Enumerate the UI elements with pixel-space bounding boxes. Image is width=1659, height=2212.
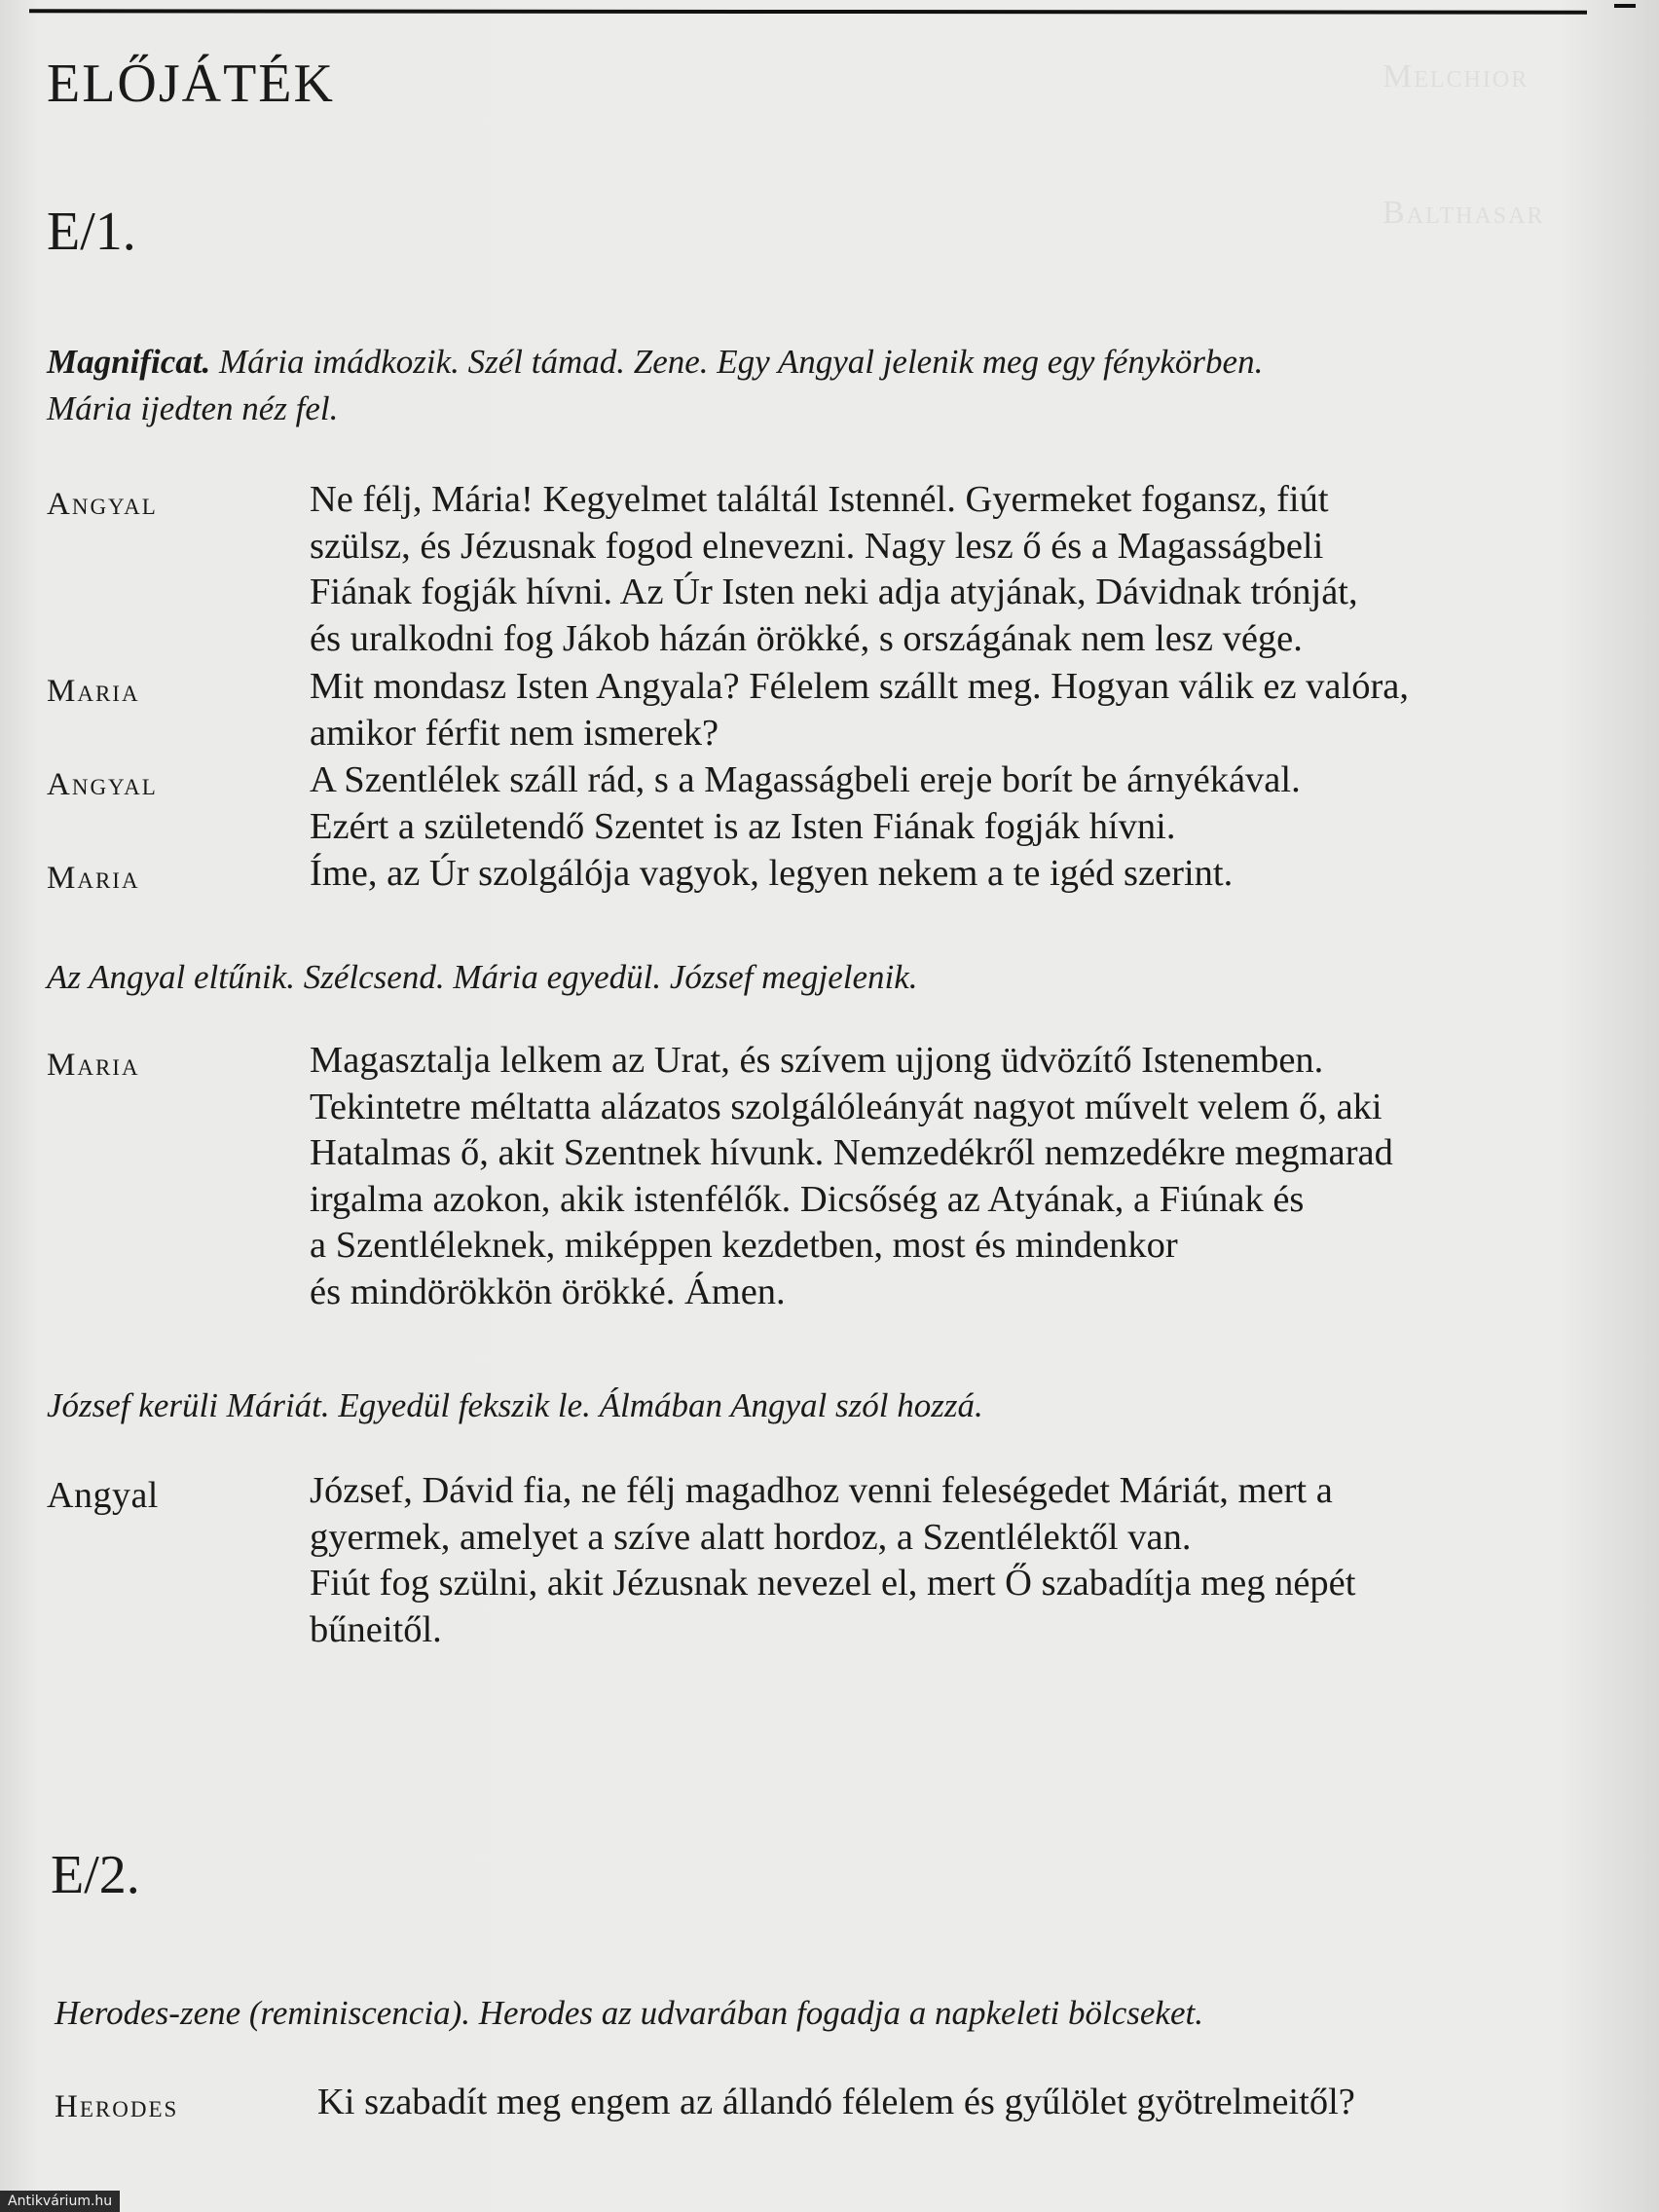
dialogue-line: József, Dávid fia, ne félj magadhoz venni feleségedet Máriát, mert a: [310, 1470, 1333, 1511]
dialogue-line: bűneitől.: [310, 1608, 442, 1650]
stage-direction: Herodes-zene (reminiscencia). Herodes az udvarában fogadja a napkeleti bölcseket.: [55, 1994, 1203, 2032]
dialogue-text: [317, 2080, 1659, 2126]
top-rule-tick: [1614, 4, 1636, 21]
stage-direction: [47, 339, 1566, 432]
dialogue-line: amikor férfit nem ismerek?: [310, 712, 719, 754]
stage-direction-text: Mária ijedten néz fel.: [47, 389, 339, 427]
dialogue-line: Fiút fog szülni, akit Jézusnak nevezel el, mert Ő szabadítja meg népét: [310, 1563, 1356, 1604]
dialogue-line: Ne félj, Mária! Kegyelmet találtál Istennél. Gyermeket fogansz, fiút: [310, 479, 1329, 520]
stage-direction: József kerüli Máriát. Egyedül fekszik le. Álmában Angyal szól hozzá.: [47, 1386, 983, 1424]
dialogue-line: Mit mondasz Isten Angyala? Félelem szállt meg. Hogyan válik ez valóra,: [310, 666, 1410, 707]
bleed-through-text: Melchior: [1382, 58, 1530, 94]
dialogue-line: Hatalmas ő, akit Szentnek hívunk. Nemzedékről nemzedékre megmarad: [310, 1132, 1393, 1173]
dialogue-line: gyermek, amelyet a szíve alatt hordoz, a Szentlélektől van.: [310, 1516, 1192, 1558]
top-rule: [29, 9, 1587, 14]
dialogue-line: a Szentléleknek, miképpen kezdetben, most és mindenkor: [310, 1225, 1178, 1266]
dialogue-line: és uralkodni fog Jákob házán örökké, s országának nem lesz vége.: [310, 617, 1303, 659]
dialogue-line: Fiának fogják hívni. Az Úr Isten neki adja atyjának, Dávidnak trónját,: [310, 571, 1358, 612]
dialogue-text: [310, 477, 1659, 662]
dialogue-line: Íme, az Úr szolgálója vagyok, legyen nekem a te igéd szerint.: [310, 853, 1234, 894]
dialogue-line: irgalma azokon, akik istenfélők. Dicsőség az Atyának, a Fiúnak és: [310, 1178, 1305, 1220]
section-heading-e1: E/1.: [47, 202, 136, 262]
stage-direction-text: Mária imádkozik. Szél támad. Zene. Egy Angyal jelenik meg egy fénykörben.: [210, 343, 1264, 381]
speaker-name: Herodes: [55, 2089, 179, 2124]
speaker-name: Maria: [47, 1048, 140, 1083]
dialogue-line: szülsz, és Jézusnak fogod elnevezni. Nagy lesz ő és a Magasságbeli: [310, 525, 1324, 567]
dialogue-line: A Szentlélek száll rád, s a Magasságbeli ereje borít be árnyékával.: [310, 759, 1301, 800]
dialogue-line: Tekintetre méltatta alázatos szolgálóleányát nagyot művelt velem ő, aki: [310, 1086, 1382, 1127]
chapter-title: ELŐJÁTÉK: [47, 54, 335, 114]
dialogue-text: [310, 1038, 1659, 1315]
dialogue-line: Magasztalja lelkem az Urat, és szívem ujjong üdvözítő Istenemben.: [310, 1040, 1324, 1081]
dialogue-text: [310, 664, 1659, 756]
speaker-name: Maria: [47, 861, 140, 896]
speaker-name: Angyal: [47, 767, 158, 802]
stage-direction: Az Angyal eltűnik. Szélcsend. Mária egyedül. József megjelenik.: [47, 958, 918, 996]
dialogue-line: és mindörökkön örökké. Ámen.: [310, 1271, 786, 1312]
bleed-through-text: Balthasar: [1382, 195, 1545, 231]
speaker-name: Maria: [47, 674, 140, 709]
dialogue-text: [310, 1468, 1659, 1653]
watermark-label: Antikvárium.hu: [0, 2191, 120, 2212]
speaker-name: Angyal: [47, 487, 158, 522]
dialogue-text: [310, 851, 1659, 898]
stage-direction-bold: Magnificat.: [47, 343, 211, 381]
dialogue-text: [310, 757, 1659, 850]
dialogue-line: Ki szabadít meg engem az állandó félelem és gyűlölet gyötrelmeitől?: [317, 2082, 1355, 2122]
speaker-name: Angyal: [47, 1475, 159, 1516]
section-heading-e2: E/2.: [51, 1845, 140, 1905]
dialogue-line: Ezért a születendő Szentet is az Isten Fiának fogják hívni.: [310, 805, 1176, 847]
